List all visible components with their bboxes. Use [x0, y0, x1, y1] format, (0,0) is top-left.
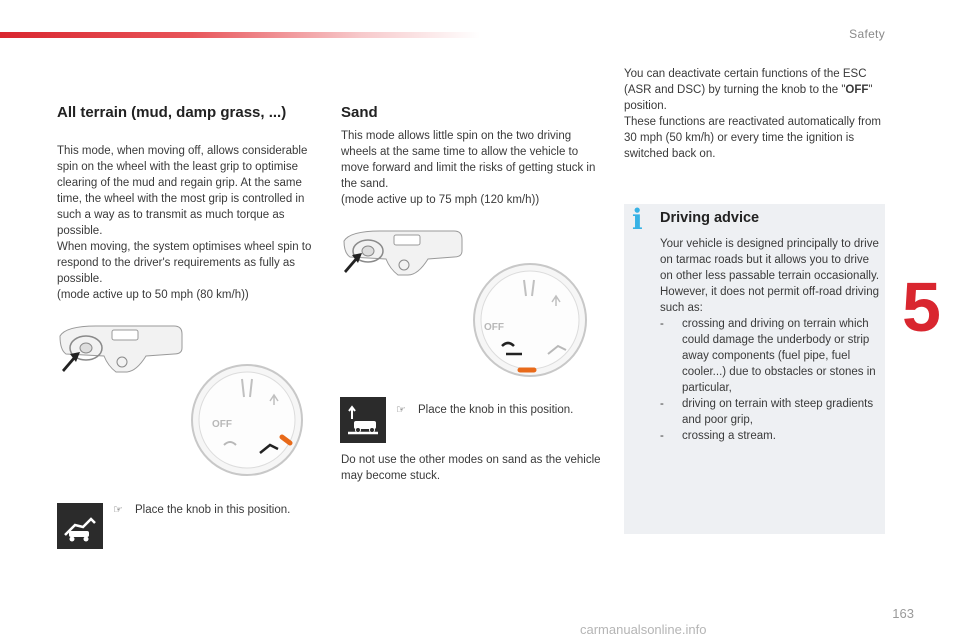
- sand-instruction-text: Place the knob in this position.: [418, 404, 574, 416]
- header-accent-bar: [0, 32, 480, 38]
- advice-paragraph: Your vehicle is designed principally to drive on tarmac roads but it allows you to drive on other less passable terrain occasionally.: [660, 238, 880, 282]
- knob-off-label: OFF: [484, 322, 504, 333]
- dashboard-illustration: [340, 227, 466, 283]
- esc-intro-after: " position.: [624, 84, 873, 112]
- all-terrain-paragraph: When moving, the system optimises wheel spin to respond to the driver's requirements as fully as possible.: [57, 241, 312, 285]
- driving-advice-text: [660, 236, 882, 444]
- esc-deactivation-text: [624, 66, 889, 162]
- all-terrain-paragraph: This mode, when moving off, allows considerable spin on the wheel with the least grip to optimise clearing of the mud and regain grip. At the same time, the wheel with the most grip is controlled in such a way as to transmit as much torque as possible.: [57, 145, 308, 237]
- page-number: 163: [892, 606, 914, 621]
- esc-off-keyword: OFF: [845, 84, 869, 96]
- advice-list-item-text: driving on terrain with steep gradients and poor grip,: [682, 398, 874, 426]
- esc-intro: [624, 66, 889, 114]
- sand-note: Do not use the other modes on sand as the vehicle may become stuck.: [341, 454, 601, 482]
- sand-paragraph: (mode active up to 75 mph (120 km/h)): [341, 194, 540, 206]
- sand-paragraph: This mode allows little spin on the two driving wheels at the same time to allow the vehicle to move forward and limit the risks of getting stuck in the sand.: [341, 130, 596, 190]
- advice-list-item-text: crossing a stream.: [682, 430, 776, 442]
- info-icon: i: [632, 203, 643, 236]
- chapter-number: 5: [902, 268, 941, 346]
- pointer-icon: ☞: [113, 504, 123, 516]
- all-terrain-instruction: [113, 502, 290, 518]
- advice-list-item-text: crossing and driving on terrain which could damage the underbody or strip away components (fuel pipe, fuel cooler...) due to obstacles or stones in particular,: [682, 318, 876, 394]
- advice-paragraph: However, it does not permit off-road driving such as:: [660, 286, 880, 314]
- mode-knob-all-terrain: [190, 363, 304, 477]
- footer-watermark: carmanualsonline.info: [580, 622, 707, 637]
- mode-knob-sand: [472, 262, 588, 378]
- all-terrain-paragraph: (mode active up to 50 mph (80 km/h)): [57, 289, 249, 301]
- all-terrain-description: [57, 143, 319, 303]
- sand-mode-icon: [340, 397, 386, 443]
- esc-reactivation: These functions are reactivated automatically from 30 mph (50 km/h) or every time the ignition is switched back on.: [624, 116, 881, 160]
- dashboard-illustration: [56, 322, 186, 382]
- pointer-icon: ☞: [396, 404, 406, 416]
- sand-heading: Sand: [341, 104, 378, 121]
- advice-list-item: - crossing a stream.: [660, 430, 776, 442]
- section-title: Safety: [849, 27, 885, 41]
- advice-list-item: - crossing and driving on terrain which could damage the underbody or strip away components (fuel pipe, fuel cooler...) due to obstacles or stones in particular,: [660, 316, 882, 396]
- sand-instruction: [396, 402, 573, 418]
- all-terrain-mode-icon: [57, 503, 103, 549]
- advice-list-item: - driving on terrain with steep gradients and poor grip,: [660, 396, 882, 428]
- sand-description: [341, 128, 605, 208]
- knob-off-label: OFF: [212, 419, 232, 430]
- esc-intro-before: You can deactivate certain functions of the ESC (ASR and DSC) by turning the knob to the ": [624, 68, 867, 96]
- driving-advice-title: Driving advice: [660, 210, 760, 226]
- all-terrain-instruction-text: Place the knob in this position.: [135, 504, 291, 516]
- all-terrain-heading: All terrain (mud, damp grass, ...): [57, 104, 287, 121]
